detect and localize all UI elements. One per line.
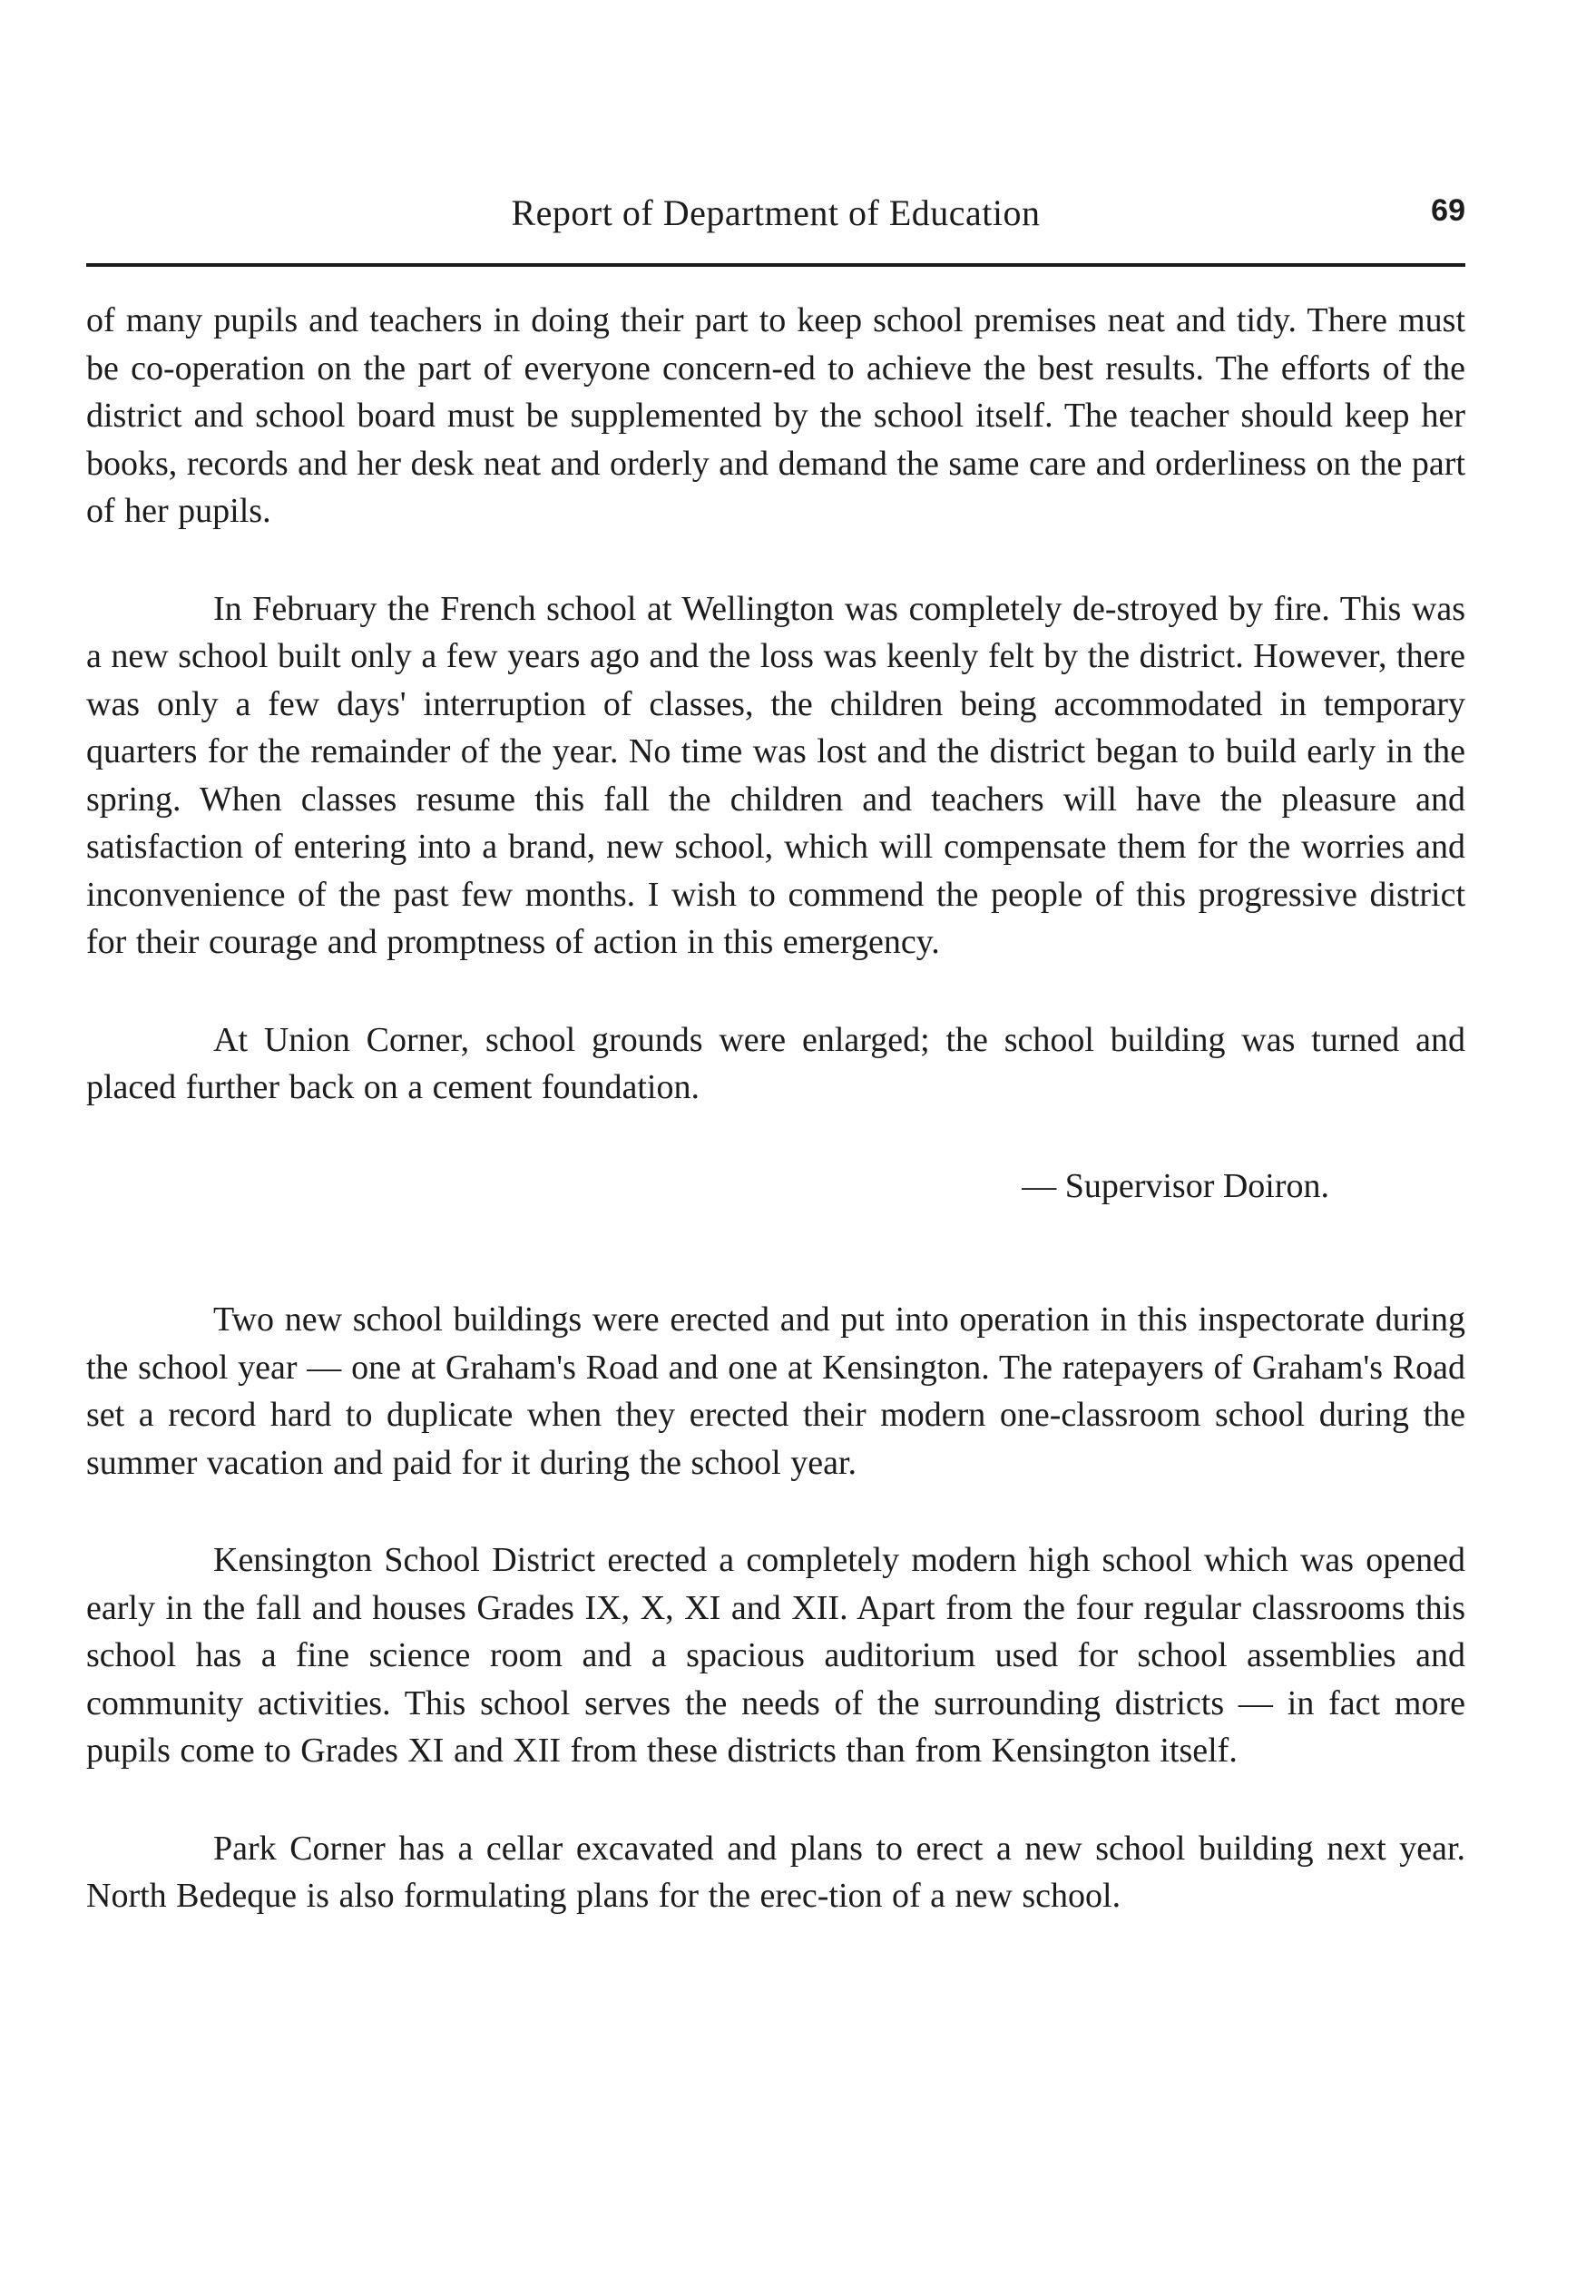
header-rule (86, 263, 1465, 267)
paragraph-park-corner: Park Corner has a cellar excavated and plans to erect a new school building next year. North Bedeque is also formulating plans for the erec-tion of a new school. (86, 1829, 1465, 1915)
body-text (86, 297, 1465, 1920)
paragraph-gap (86, 1112, 1465, 1163)
paragraph-gap (86, 1775, 1465, 1825)
paragraph-kensington: Kensington School District erected a completely modern high school which was opened early in the fall and houses Grades IX, X, XI and XII. Apart from the four regular classrooms this school has a fine science room and a spacious auditorium used for school assemblies and community activities. This school serves the needs of the surrounding districts — in fact more pupils come to Grades XI and XII from these districts than from Kensington itself. (86, 1541, 1465, 1770)
signature: — Supervisor Doiron. (1022, 1166, 1329, 1205)
paragraph-new-buildings: Two new school buildings were erected and put into operation in this inspectorate during the school year — one at Graham's Road and one at Kensington. The ratepayers of Graham's Road set a record hard to duplicate when they erected their modern one-classroom school during the summer vacation and paid for it during the school year. (86, 1300, 1465, 1482)
paragraph-gap (86, 966, 1465, 1016)
paragraph-wellington: In February the French school at Wellington was completely de-stroyed by fire. This was a new school built only a few years ago and the loss was keenly felt by the district. However, there was only a few days' interruption of classes, the children being accommodated in temporary quarters for the remainder of the year. No time was lost and the district began to build early in the spring. When classes resume this fall the children and teachers will have the pleasure and satisfaction of entering into a brand, new school, which will compensate them for the worries and inconvenience of the past few months. I wish to commend the people of this progressive district for their courage and promptness of action in this emergency. (86, 589, 1465, 961)
page-number: 69 (1431, 193, 1465, 228)
paragraph-gap (86, 535, 1465, 585)
running-head (86, 182, 1465, 245)
paragraph-union-corner: At Union Corner, school grounds were enlarged; the school building was turned and placed further back on a cement foundation. (86, 1020, 1465, 1106)
running-title: Report of Department of Education (511, 192, 1041, 233)
section-gap (86, 1210, 1465, 1296)
paragraph-gap (86, 1487, 1465, 1536)
paragraph-premises: of many pupils and teachers in doing their part to keep school premises neat and tidy. There must be co-operation on the part of everyone concern-ed to achieve the best results. The efforts of the district and school board must be supplemented by the school itself. The teacher should keep her books, records and her desk neat and orderly and demand the same care and orderliness on the part of her pupils. (86, 301, 1465, 530)
